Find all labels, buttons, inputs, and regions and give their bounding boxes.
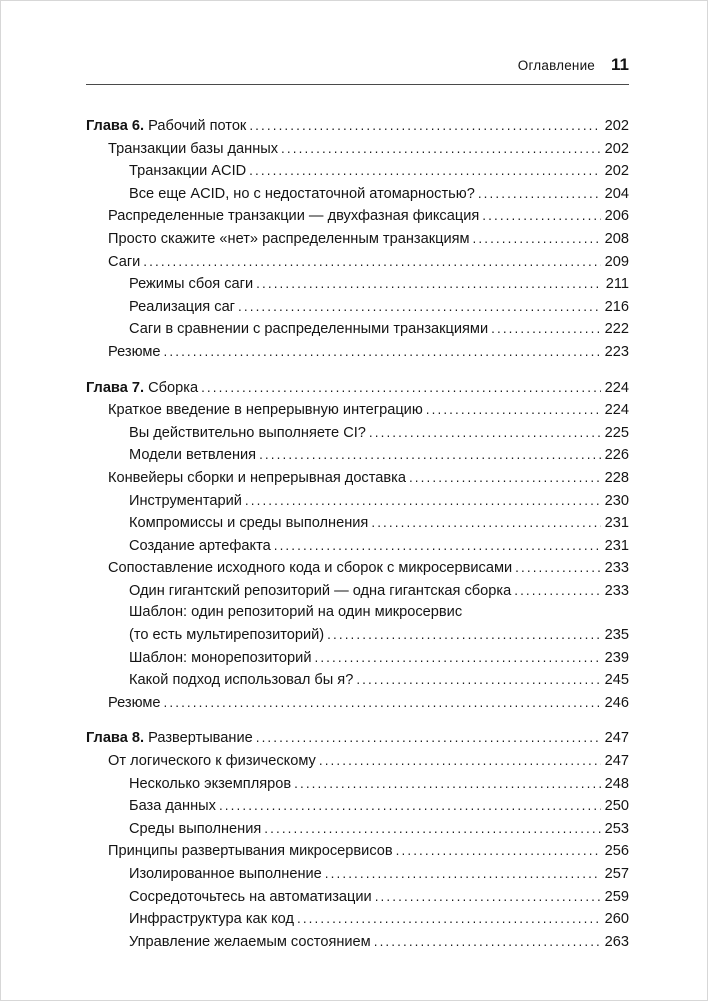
toc-entry-title: Сосредоточьтесь на автоматизации [129,888,372,905]
toc-entry [86,183,629,206]
toc-entry [86,318,629,341]
toc-entry-page-number: 202 [604,163,629,180]
toc-entry-title: От логического к физическому [108,753,316,770]
toc-entry-title: Принципы развертывания микросервисов [108,843,393,860]
toc-entry [86,692,629,715]
toc-entry-title: Модели ветвления [129,447,257,464]
toc-entry-page-number: 260 [604,911,629,928]
toc-entry-title: Управление желаемым состоянием [129,933,371,950]
toc-entry-page-number: 228 [604,469,629,486]
dot-leader [281,138,601,161]
toc-entry-title: Среды выполнения [129,820,262,837]
toc-entry-page-number: 224 [604,402,629,419]
toc-entry [86,160,629,183]
toc-entry-page-number: 231 [604,537,629,554]
dot-leader [238,296,601,319]
toc-entry-page-number: 247 [604,753,629,770]
dot-leader [491,318,601,341]
toc-entry-title: Компромиссы и среды выполнения [129,515,369,532]
toc-entry-page-number: 247 [604,730,629,747]
toc-entry-page-number: 225 [604,424,629,441]
toc-entry-title: Один гигантский репозиторий — одна гигантская сборка [129,582,512,599]
toc-entry-page-number: 208 [604,230,629,247]
toc-entry [86,422,629,445]
toc-entry-title: Создание артефакта [129,537,271,554]
toc-entry-title: Глава 8. Развертывание [86,730,253,747]
dot-leader [297,908,601,931]
chapter-number-prefix: Глава 6. [86,118,145,134]
dot-leader [219,795,601,818]
dot-leader [164,692,601,715]
toc-entry-title: Какой подход использовал бы я? [129,672,354,689]
toc-entry-page-number: 250 [604,798,629,815]
dot-leader [375,886,601,909]
toc-entry-page-number: 216 [604,298,629,315]
dot-leader [515,557,600,580]
toc-entry [86,580,629,603]
toc-entry-page-number: 257 [604,866,629,882]
toc-entry-title: Шаблон: монорепозиторий [129,649,312,666]
dot-leader [369,422,601,445]
toc-entry [86,444,629,467]
dot-leader [164,341,601,364]
toc-entry [86,377,629,400]
dot-leader [325,863,601,886]
toc-entry [86,138,629,161]
toc-entry [86,399,629,422]
toc-entry-title: Режимы сбоя саги [129,276,254,293]
toc-entry-title: Изолированное выполнение [129,866,322,882]
toc-entry-title: Инструментарий [129,492,242,509]
toc-entry [86,624,629,647]
toc-entry [86,818,629,841]
chapter-number-prefix: Глава 7. [86,379,145,396]
dot-leader [256,273,602,296]
dot-leader [396,840,601,863]
toc-entry-title: Резюме [108,694,161,711]
toc-entry-page-number: 209 [604,253,629,270]
toc-entry-page-number: 246 [604,694,629,711]
toc-entry-page-number: 202 [604,118,629,134]
toc-entry-title: Реализация саг [129,298,236,315]
toc-entry-title: Все еще ACID, но с недостаточной атомарностью? [129,185,475,202]
dot-leader [314,647,600,670]
toc-entry [86,273,629,296]
toc-entry-title: Шаблон: один репозиторий на один микросервис [129,604,463,621]
toc-entry-title: Конвейеры сборки и непрерывная доставка [108,469,406,486]
toc-entry-page-number: 230 [604,492,629,509]
toc-entry [86,773,629,796]
toc-entry [86,341,629,364]
dot-leader [294,773,601,796]
toc-entry [86,908,629,931]
toc-entry-page-number: 233 [604,582,629,599]
toc-entry-title: Инфраструктура как код [129,911,294,928]
toc-entry-title: Транзакции базы данных [108,140,279,157]
toc-entry-title: Несколько экземпляров [129,775,292,792]
toc-entry [86,296,629,319]
toc-entry-page-number: 202 [604,140,629,157]
page-content [1,1,707,953]
toc-entry [86,669,629,692]
toc-entry-title: (то есть мультирепозиторий) [129,627,325,644]
toc-entry-page-number: 248 [604,775,629,792]
toc-entry-title: Саги в сравнении с распределенными транзакциями [129,321,489,338]
dot-leader [143,251,600,274]
toc-entry-title: Вы действительно выполняете CI? [129,424,366,441]
dot-leader [374,931,601,954]
toc-entry [86,750,629,773]
dot-leader [327,624,600,647]
toc-entry [86,602,629,624]
toc-entry [86,228,629,251]
toc-list [86,115,629,953]
header-rule [86,84,629,85]
dot-leader [264,818,600,841]
toc-entry-page-number: 204 [604,185,629,202]
toc-entry [86,840,629,863]
chapter-number-prefix: Глава 8. [86,730,145,747]
toc-entry [86,931,629,954]
toc-entry-page-number: 245 [604,672,629,689]
dot-leader [473,228,601,251]
toc-entry-title: Краткое введение в непрерывную интеграцию [108,402,423,419]
toc-entry-page-number: 259 [604,888,629,905]
toc-entry-page-number: 224 [604,379,629,396]
toc-entry-title: Просто скажите «нет» распределенным транзакциям [108,230,470,247]
toc-entry-title: Глава 7. Сборка [86,379,199,396]
dot-leader [245,490,601,513]
toc-entry-title: Транзакции ACID [129,163,247,180]
toc-entry-page-number: 239 [604,649,629,666]
dot-leader [259,444,601,467]
toc-entry-page-number: 235 [604,627,629,644]
toc-entry-title: Глава 6. Рабочий поток [86,118,247,134]
toc-entry-page-number: 206 [604,208,629,225]
toc-entry [86,647,629,670]
dot-leader [478,183,601,206]
toc-entry [86,863,629,886]
toc-entry [86,251,629,274]
toc-entry-page-number: 211 [605,276,629,293]
toc-entry-page-number: 233 [604,560,629,577]
toc-entry [86,886,629,909]
dot-leader [201,377,601,400]
dot-leader [514,580,600,603]
toc-entry [86,205,629,228]
toc-entry-page-number: 231 [604,515,629,532]
toc-entry [86,727,629,750]
toc-entry-title: Резюме [108,343,161,360]
toc-entry-title: Саги [108,253,141,270]
toc-entry-page-number: 253 [604,820,629,837]
toc-entry-page-number: 223 [604,343,629,360]
dot-leader [482,205,600,228]
dot-leader [274,535,601,558]
dot-leader [409,467,601,490]
toc-entry [86,557,629,580]
toc-entry-title: Сопоставление исходного кода и сборок с микросервисами [108,560,513,577]
toc-entry-title: База данных [129,798,216,815]
toc-entry [86,490,629,513]
toc-entry-page-number: 222 [604,321,629,338]
dot-leader [426,399,601,422]
dot-leader [256,727,601,750]
toc-entry [86,535,629,558]
toc-entry-page-number: 256 [604,843,629,860]
toc-entry [86,115,629,138]
running-head-title: Оглавление [517,58,596,73]
toc-entry [86,512,629,535]
dot-leader [319,750,601,773]
toc-entry-page-number: 263 [604,933,629,950]
dot-leader [371,512,600,535]
running-head [86,55,629,75]
toc-entry [86,467,629,490]
dot-leader [356,669,600,692]
running-head-page-number: 11 [611,55,629,74]
toc-entry [86,795,629,818]
dot-leader [249,115,600,138]
toc-entry-title: Распределенные транзакции — двухфазная фиксация [108,208,480,225]
toc-entry-page-number: 226 [604,447,629,464]
dot-leader [249,160,600,183]
